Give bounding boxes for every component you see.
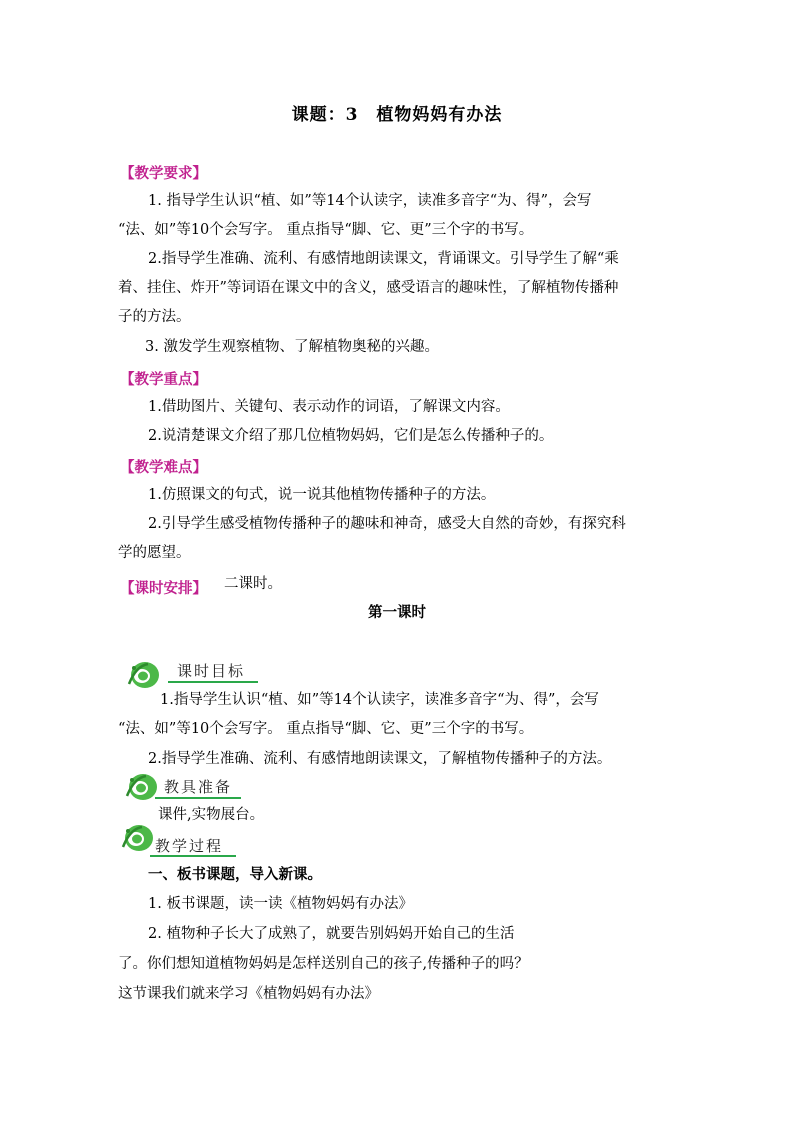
process-line-2: 2. 植物种子长大了成熟了，就要告别妈妈开始自己的生活 [148, 926, 515, 942]
section-heading-key-points: 【教学重点】 [120, 371, 207, 388]
goals-line-1: 1.指导学生认识“植、如”等14个认读字，读准多音字“为、得”，会写 [160, 692, 599, 708]
lesson-title: 第一课时 [368, 604, 426, 621]
difficulties-line-3: 学的愿望。 [118, 545, 191, 561]
prep-label: 教具准备 [164, 778, 233, 796]
process-step-title: 一、板书课题，导入新课。 [148, 866, 322, 883]
key-points-line-2: 2.说清楚课文介绍了那几位植物妈妈，它们是怎么传播种子的。 [148, 428, 554, 444]
difficulties-line-2: 2.引导学生感受植物传播种子的趣味和神奇，感受大自然的奇妙，有探究科 [148, 516, 626, 532]
process-line-3: 了。你们想知道植物妈妈是怎样送别自己的孩子,传播种子的吗？ [118, 956, 529, 972]
goals-underline [168, 681, 258, 683]
section-heading-requirements: 【教学要求】 [120, 165, 207, 182]
process-line-4: 这节课我们就来学习《植物妈妈有办法》 [118, 986, 379, 1002]
prep-text: 课件,实物展台。 [158, 807, 265, 823]
schedule-text: 二课时。 [224, 576, 282, 592]
goals-line-2: “法、如”等10个会写字。 重点指导“脚、它、更”三个字的书写。 [118, 721, 534, 737]
requirements-line-2: “法、如”等10个会写字。 重点指导“脚、它、更”三个字的书写。 [118, 222, 534, 238]
leaf-bullet-icon [126, 658, 160, 690]
goals-line-3: 2.指导学生准确、流利、有感情地朗读课文，了解植物传播种子的方法。 [148, 751, 612, 767]
process-line-1: 1. 板书课题，读一读《植物妈妈有办法》 [148, 896, 413, 912]
requirements-line-1: 1. 指导学生认识“植、如”等14个认读字，读准多音字“为、得”，会写 [148, 193, 592, 209]
section-heading-schedule: 【课时安排】 [120, 580, 207, 597]
page-title: 课题：3 植物妈妈有办法 [291, 105, 503, 125]
difficulties-line-1: 1.仿照课文的句式，说一说其他植物传播种子的方法。 [148, 487, 496, 503]
leaf-bullet-icon [120, 821, 154, 853]
key-points-line-1: 1.借助图片、关键句、表示动作的词语，了解课文内容。 [148, 399, 510, 415]
requirements-line-4: 着、挂住、炸开”等词语在课文中的含义，感受语言的趣味性，了解植物传播种 [118, 280, 619, 296]
goals-label: 课时目标 [177, 662, 246, 680]
leaf-bullet-icon [124, 770, 158, 802]
prep-underline [155, 797, 241, 799]
process-underline [150, 855, 236, 857]
requirements-line-6: 3. 激发学生观察植物、了解植物奥秘的兴趣。 [145, 339, 439, 355]
requirements-line-5: 子的方法。 [118, 309, 191, 325]
section-heading-difficulties: 【教学难点】 [120, 459, 207, 476]
requirements-line-3: 2.指导学生准确、流利、有感情地朗读课文，背诵课文。引导学生了解“乘 [148, 251, 619, 267]
process-label: 教学过程 [155, 837, 224, 855]
